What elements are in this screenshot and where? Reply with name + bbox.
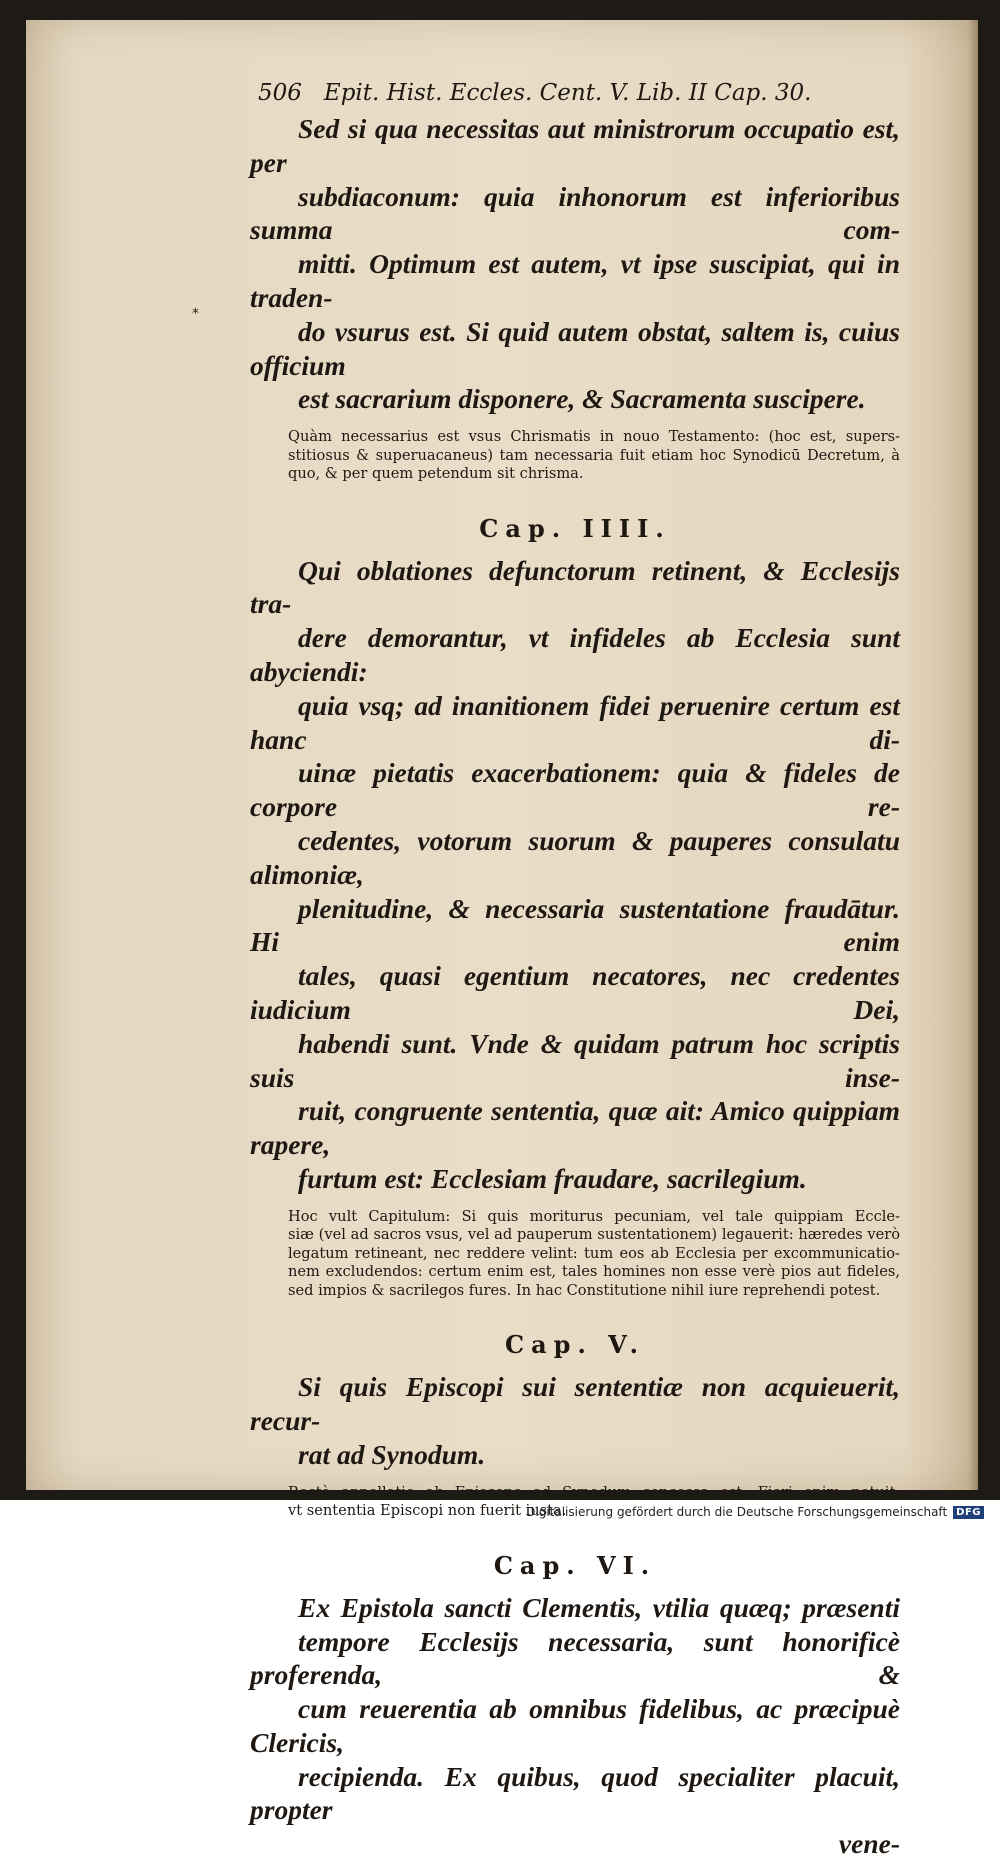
- text-line: cedentes, votorum suorum & pauperes consulatu alimoniæ,: [250, 825, 900, 890]
- dfg-logo-icon: DFG: [953, 1506, 984, 1519]
- text-line: nem excludendos: certum enim est, tales homines non esse verè pios aut fideles,: [288, 1263, 900, 1281]
- text-line: mitti. Optimum est autem, vt ipse suscipiat, qui in traden-: [250, 248, 900, 313]
- text-line: ruit, congruente sententia, quæ ait: Amico quippiam rapere,: [250, 1095, 900, 1161]
- text-line: furtum est: Ecclesiam fraudare, sacrilegium.: [298, 1163, 807, 1195]
- text-line: Quàm necessarius est vsus Chrismatis in nouo Testamento: (hoc est, supers-: [288, 428, 900, 446]
- text-line: stitiosus & superuacaneus) tam necessaria fuit etiam hoc Synodicū Decretum, à: [288, 446, 900, 464]
- chapter-heading-6: Cap. VI.: [493, 1550, 657, 1580]
- commentary-top: [250, 428, 900, 484]
- text-line: Rectè appellatio ab Episcopo ad Synodum concessa est. Fieri enim potuit,: [288, 1483, 900, 1501]
- text-line: cum reuerentia ab omnibus fidelibus, ac præcipuè Clericis,: [250, 1693, 900, 1758]
- text-line: vt sententia Episcopi non fuerit iusta.: [288, 1502, 567, 1520]
- text-line: Ex Epistola sancti Clementis, vtilia quæq; præsenti: [298, 1591, 900, 1623]
- running-title: Epit. Hist. Eccles. Cent. V. Lib. II Cap. 30.: [323, 80, 812, 106]
- text-line: Si quis Episcopi sui sententiæ non acquieuerit, recur-: [250, 1371, 900, 1437]
- text-line: habendi sunt. Vnde & quidam patrum hoc scriptis suis inse-: [250, 1027, 900, 1093]
- text-line: dere demorantur, vt infideles ab Ecclesia sunt abyciendi:: [250, 622, 900, 688]
- commentary-4: [250, 1208, 900, 1301]
- catchword: vene-: [838, 1828, 900, 1860]
- text-line: subdiaconum: quia inhonorum est inferioribus summa com-: [250, 180, 900, 246]
- text-line: Sed si qua necessitas aut ministrorum occupatio est, per: [250, 113, 900, 178]
- text-line: legatum retineant, nec reddere velint: tum eos ab Ecclesia per excommunicatio-: [288, 1244, 900, 1262]
- text-line: sed impios & sacrilegos fures. In hac Constitutione nihil iure reprehendi potest.: [288, 1281, 881, 1299]
- text-line: quia vsq; ad inanitionem fidei peruenire certum est hanc di-: [250, 689, 900, 755]
- text-line: Hoc vult Capitulum: Si quis moriturus pecuniam, vel tale quippiam Eccle-: [288, 1207, 900, 1225]
- text-line: quo, & per quem petendum sit chrisma.: [288, 465, 584, 483]
- text-line: tempore Ecclesijs necessaria, sunt honorificè proferenda, &: [250, 1625, 900, 1691]
- digitization-credit: [0, 1500, 1000, 1524]
- canon-text-top: [250, 112, 900, 416]
- margin-mark: *: [192, 306, 199, 322]
- text-block: [250, 78, 900, 1861]
- text-line: recipienda. Ex quibus, quod specialiter placuit, propter: [250, 1760, 900, 1826]
- text-line: rat ad Synodum.: [298, 1438, 486, 1470]
- chapter-heading-5: Cap. V.: [505, 1330, 645, 1360]
- text-line: plenitudine, & necessaria sustentatione fraudātur. Hi enim: [250, 892, 900, 958]
- canon-text-4: [250, 554, 900, 1196]
- canon-text-6: [250, 1591, 900, 1861]
- text-line: est sacrarium disponere, & Sacramenta suscipere.: [298, 383, 866, 415]
- text-line: uinæ pietatis exacerbationem: quia & fideles de corpore re-: [250, 757, 900, 823]
- chapter-heading-4: Cap. IIII.: [479, 513, 671, 543]
- text-line: tales, quasi egentium necatores, nec credentes iudicium Dei,: [250, 960, 900, 1026]
- page-number: 506: [258, 80, 302, 106]
- text-line: siæ (vel ad sacros vsus, vel ad pauperum sustentationem) legauerit: hæredes verò: [288, 1226, 900, 1244]
- page-edge-shadow: [968, 20, 978, 1490]
- credit-text: Digitalisierung gefördert durch die Deutsche Forschungsgemeinschaft: [526, 1505, 948, 1519]
- running-head: [258, 78, 900, 108]
- text-line: Qui oblationes defunctorum retinent, & Ecclesijs tra-: [250, 554, 900, 620]
- text-line: do vsurus est. Si quid autem obstat, saltem is, cuius officium: [250, 315, 900, 381]
- canon-text-5: [250, 1370, 900, 1471]
